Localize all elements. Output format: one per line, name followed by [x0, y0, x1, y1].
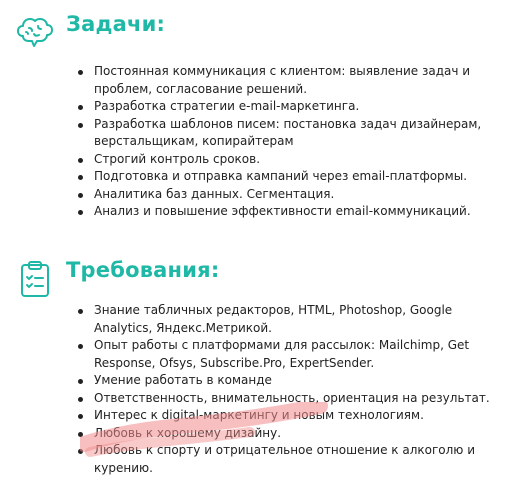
list-item-text: Аналитика баз данных. Сегментация. — [94, 186, 335, 201]
list-item — [0, 302, 511, 337]
bullet-icon — [78, 432, 83, 437]
list-item — [0, 116, 511, 151]
tasks-title: Задачи: — [66, 12, 166, 36]
list-item-text: Разработка стратегии e-mail-маркетинга. — [94, 99, 360, 113]
list-item-text: Разработка шаблонов писем: постановка задач дизайнерам, верстальщикам, копирайтерам — [94, 116, 482, 148]
list-item — [0, 186, 511, 204]
list-item-text: Анализ и повышение эффективности email-коммуникаций. — [94, 204, 471, 218]
bullet-icon — [78, 175, 83, 180]
bullet-icon — [78, 344, 83, 349]
bullet-icon — [78, 105, 83, 110]
bullet-icon — [78, 193, 83, 198]
list-item — [0, 372, 511, 390]
clipboard-icon — [14, 258, 56, 300]
brain-icon — [14, 13, 56, 55]
bullet-icon — [78, 449, 83, 454]
list-item — [0, 63, 511, 98]
list-item — [0, 168, 511, 186]
list-item — [0, 98, 511, 116]
list-item-text: Любовь к хорошему дизайну. — [94, 425, 282, 440]
list-item-text: Умение работать в команде — [94, 373, 272, 387]
list-item-text: Постоянная коммуникация с клиентом: выявление задач и проблем, согласование решений. — [94, 64, 471, 96]
tasks-list — [0, 63, 511, 221]
list-item — [0, 425, 511, 443]
list-item-text: Подготовка и отправка кампаний через email-платформы. — [94, 169, 468, 183]
bullet-icon — [78, 397, 83, 402]
list-item-text: Знание табличных редакторов, HTML, Photoshop, Google Analytics, Яндекс.Метрикой. — [94, 303, 453, 335]
bullet-icon — [78, 70, 83, 75]
bullet-icon — [78, 210, 83, 215]
bullet-icon — [78, 309, 83, 314]
bullet-icon — [78, 379, 83, 384]
list-item-text: Ответственность, внимательность, ориентация на результат. — [94, 390, 490, 405]
list-item — [0, 407, 511, 425]
list-item — [0, 390, 511, 408]
list-item-text: Строгий контроль сроков. — [94, 151, 261, 166]
list-item — [0, 151, 511, 169]
list-item — [0, 442, 511, 477]
requirements-list — [0, 302, 511, 477]
bullet-icon — [78, 414, 83, 419]
bullet-icon — [78, 123, 83, 128]
list-item-text: Любовь к спорту и отрицательное отношение к алкоголю и курению. — [94, 443, 476, 475]
list-item-text: Интерес к digital-маркетингу и новым технологиям. — [94, 408, 424, 422]
list-item-text: Опыт работы с платформами для рассылок: Mailchimp, Get Response, Ofsys, Subscribe.Pro, ExpertSender. — [94, 338, 470, 370]
bullet-icon — [78, 158, 83, 163]
requirements-title: Требования: — [66, 258, 220, 282]
list-item — [0, 337, 511, 372]
list-item — [0, 203, 511, 221]
